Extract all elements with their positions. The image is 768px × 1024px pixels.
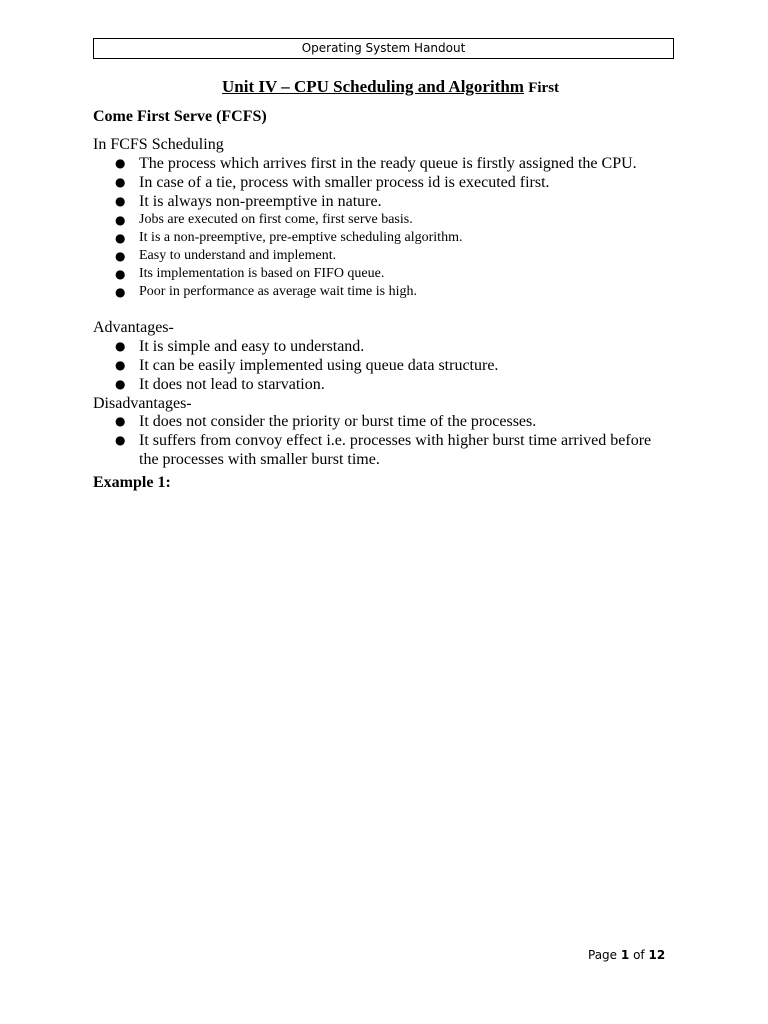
list-item: ● Jobs are executed on first come, first serve basis. bbox=[115, 212, 413, 227]
page-number bbox=[588, 948, 665, 962]
bullet-icon: ● bbox=[115, 358, 126, 372]
list-item: ● In case of a tie, process with smaller process id is executed first. bbox=[115, 174, 550, 191]
disadvantages-list bbox=[93, 412, 673, 469]
bullet-icon: ● bbox=[115, 339, 126, 353]
bullet-icon: ● bbox=[115, 267, 126, 281]
list-item: ● It can be easily implemented using queue data structure. bbox=[115, 357, 499, 374]
list-item: ● It is a non-preemptive, pre-emptive scheduling algorithm. bbox=[115, 230, 463, 245]
list-item: ● It is always non-preemptive in nature. bbox=[115, 193, 382, 210]
bullet-icon: ● bbox=[115, 377, 126, 391]
page-current: 1 bbox=[620, 948, 630, 962]
list-item: ● Poor in performance as average wait time is high. bbox=[115, 284, 417, 299]
advantages-list bbox=[93, 337, 673, 394]
of-word: of bbox=[633, 948, 645, 962]
example-heading: Example 1: bbox=[93, 474, 171, 491]
bullet-icon: ● bbox=[115, 249, 126, 263]
bullet-icon: ● bbox=[115, 213, 126, 227]
list-item: ● The process which arrives first in the ready queue is firstly assigned the CPU. bbox=[115, 155, 637, 172]
page-title bbox=[222, 77, 559, 98]
bullet-icon: ● bbox=[115, 231, 126, 245]
list-item: ● It suffers from convoy effect i.e. processes with higher burst time arrived before the processes with smaller burst time. bbox=[115, 432, 652, 468]
bullet-icon: ● bbox=[115, 433, 126, 447]
list-item: ● It is simple and easy to understand. bbox=[115, 338, 365, 355]
list-item: ● Easy to understand and implement. bbox=[115, 248, 337, 263]
page-header bbox=[93, 38, 674, 59]
intro-text: In FCFS Scheduling bbox=[93, 136, 224, 153]
list-item: ● It does not lead to starvation. bbox=[115, 376, 325, 393]
bullet-icon: ● bbox=[115, 194, 126, 208]
title-main: Unit IV – CPU Scheduling and Algorithm bbox=[222, 77, 524, 96]
list-item: ● Its implementation is based on FIFO queue. bbox=[115, 266, 385, 281]
bullet-icon: ● bbox=[115, 414, 126, 428]
fcfs-points-list bbox=[93, 154, 673, 301]
list-item: ● It does not consider the priority or burst time of the processes. bbox=[115, 413, 537, 430]
bullet-icon: ● bbox=[115, 156, 126, 170]
bullet-icon: ● bbox=[115, 175, 126, 189]
title-tail: First bbox=[528, 80, 560, 96]
page-total: 12 bbox=[648, 948, 666, 962]
bullet-icon: ● bbox=[115, 285, 126, 299]
section-heading: Come First Serve (FCFS) bbox=[93, 108, 267, 125]
disadvantages-label: Disadvantages- bbox=[93, 395, 192, 412]
header-title: Operating System Handout bbox=[301, 41, 466, 55]
advantages-label: Advantages- bbox=[93, 319, 174, 336]
page-word: Page bbox=[588, 948, 618, 962]
